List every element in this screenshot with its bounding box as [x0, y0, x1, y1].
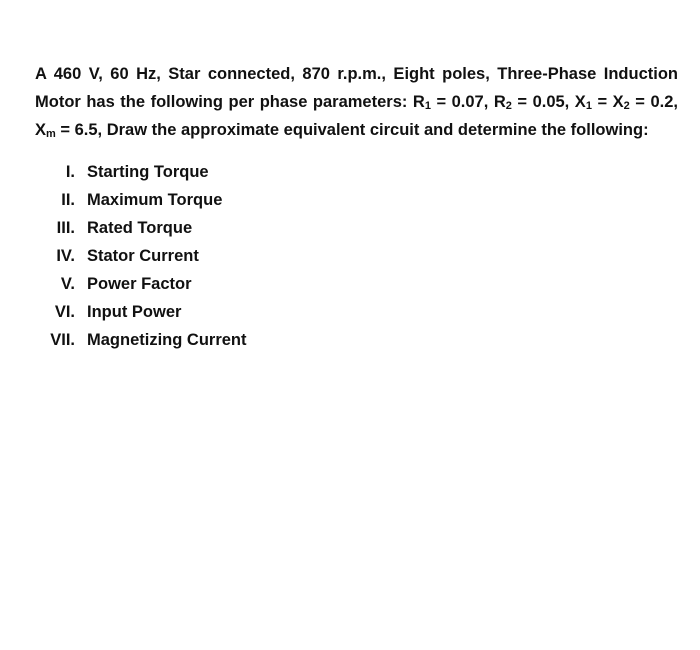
task-item: [35, 298, 678, 326]
task-numeral: II.: [61, 191, 75, 209]
task-numeral: VII.: [50, 331, 75, 349]
task-list: [35, 158, 678, 354]
task-numeral: I.: [65, 163, 75, 181]
task-label: Input Power: [87, 303, 182, 321]
problem-intro: A 460 V, 60 Hz, Star connected, 870 r.p.m., Eight poles, Three-Phase Induction Motor has the following per phase parameters:: [35, 65, 678, 111]
task-item: [35, 186, 678, 214]
task-label: Rated Torque: [87, 219, 193, 237]
task-label: Power Factor: [87, 275, 192, 293]
param-r2: $R_2 = 0.05$,: [493, 93, 575, 112]
task-item: [35, 214, 678, 242]
task-numeral: V.: [60, 275, 75, 293]
task-label: Starting Torque: [87, 163, 209, 181]
task-item: [35, 242, 678, 270]
param-x1: $X_1$ =: [574, 93, 613, 112]
task-numeral: IV.: [56, 247, 75, 265]
task-label: Stator Current: [87, 247, 199, 265]
task-label: Magnetizing Current: [87, 331, 247, 349]
task-item: [35, 270, 678, 298]
task-numeral: VI.: [54, 303, 75, 321]
param-x2: $X_2 = 0.2$,: [612, 93, 678, 112]
problem-statement: [35, 60, 678, 144]
param-xm: $X_m = 6.5$,: [35, 121, 107, 140]
problem-instruction: Draw the approximate equivalent circuit and determine the following:: [106, 121, 649, 139]
task-item: [35, 158, 678, 186]
param-r1: $R_1 = 0.07$,: [412, 93, 494, 112]
problem-block: [35, 60, 678, 354]
task-item: [35, 326, 678, 354]
task-label: Maximum Torque: [87, 191, 223, 209]
task-numeral: III.: [56, 219, 75, 237]
